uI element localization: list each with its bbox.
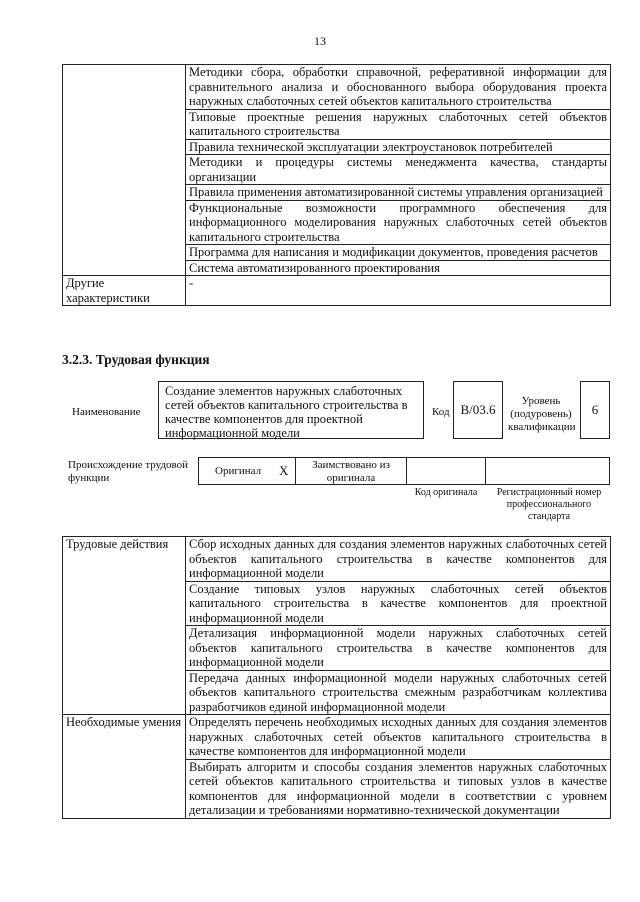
table-cell: Определять перечень необходимых исходных данных для создания элементов наружных слаботочных сетей объектов капитального строительства в качестве компонентов для информационной модели bbox=[186, 715, 611, 760]
table-cell: Детализация информационной модели наружных слаботочных сетей объектов капитального строительства в качестве компонентов для информационной модели bbox=[186, 626, 611, 671]
table-cell: Функциональные возможности программного обеспечения для информационного моделирования наружных слаботочных сетей объектов капитального строительства bbox=[186, 200, 611, 245]
table-cell: Методики сбора, обработки справочной, реферативной информации для сравнительного анализа и обоснованного выбора оборудования проекта наружных слаботочных сетей объектов капитального строительства bbox=[186, 65, 611, 110]
table-cell: Типовые проектные решения наружных слаботочных сетей объектов капитального строительства bbox=[186, 109, 611, 139]
table-row bbox=[63, 537, 611, 582]
table-cell: Сбор исходных данных для создания элементов наружных слаботочных сетей объектов капитального строительства в качестве компонентов для информационной модели bbox=[186, 537, 611, 582]
table-cell: Система автоматизированного проектирования bbox=[186, 260, 611, 276]
skills-label: Необходимые умения bbox=[63, 715, 186, 819]
table-cell: Создание типовых узлов наружных слаботочных сетей объектов капитального строительства в качестве компонентов для проектной информационной модели bbox=[186, 581, 611, 626]
function-code-box: B/03.6 bbox=[453, 381, 503, 439]
actions-label: Трудовые действия bbox=[63, 537, 186, 715]
original-cell bbox=[198, 457, 296, 485]
name-label: Наименование bbox=[72, 406, 141, 418]
table-cell: Передача данных информационной модели наружных слаботочных сетей объектов капитального строительства смежным разработчикам коллектива разработчиков единой информационной модели bbox=[186, 670, 611, 715]
origin-label: Происхождение трудовой функции bbox=[68, 459, 189, 484]
borrowed-cell: Заимствовано из оригинала bbox=[295, 457, 407, 485]
original-mark: X bbox=[279, 463, 289, 478]
level-box: 6 bbox=[580, 381, 610, 439]
reg-caption: Регистрационный номер профессионального стандарта bbox=[496, 487, 602, 522]
section-heading: 3.2.3. Трудовая функция bbox=[62, 352, 210, 367]
original-label: Оригинал bbox=[215, 465, 262, 477]
table-cell: Методики и процедуры системы менеджмента качества, стандарты организации bbox=[186, 155, 611, 185]
empty-label-cell bbox=[63, 65, 186, 276]
table-cell: Выбирать алгоритм и способы создания элементов наружных слаботочных сетей объектов капитального строительства и типовых узлов в качестве компонентов для информационной модели в соответствии с уровнем детализации и требованиями нормативно-технической документации bbox=[186, 759, 611, 818]
function-name-box: Создание элементов наружных слаботочных сетей объектов капитального строительства в качестве компонентов для проектной информационной модели bbox=[158, 381, 424, 439]
code-label: Код bbox=[432, 406, 450, 418]
table-row bbox=[63, 715, 611, 760]
page-number: 13 bbox=[314, 34, 326, 48]
other-value: - bbox=[186, 276, 611, 306]
knowledge-table bbox=[62, 64, 611, 306]
table-cell: Правила технической эксплуатации электроустановок потребителей bbox=[186, 139, 611, 155]
code-caption: Код оригинала bbox=[414, 487, 478, 498]
table-row bbox=[63, 276, 611, 306]
table-cell: Программа для написания и модификации документов, проведения расчетов bbox=[186, 245, 611, 261]
original-code-cell bbox=[406, 457, 486, 485]
function-table bbox=[62, 536, 611, 819]
table-cell: Правила применения автоматизированной системы управления организацией bbox=[186, 185, 611, 201]
other-label: Другие характеристики bbox=[63, 276, 186, 306]
table-row bbox=[63, 65, 611, 110]
reg-number-cell bbox=[485, 457, 610, 485]
level-label: Уровень (подуровень) квалификации bbox=[508, 395, 576, 433]
